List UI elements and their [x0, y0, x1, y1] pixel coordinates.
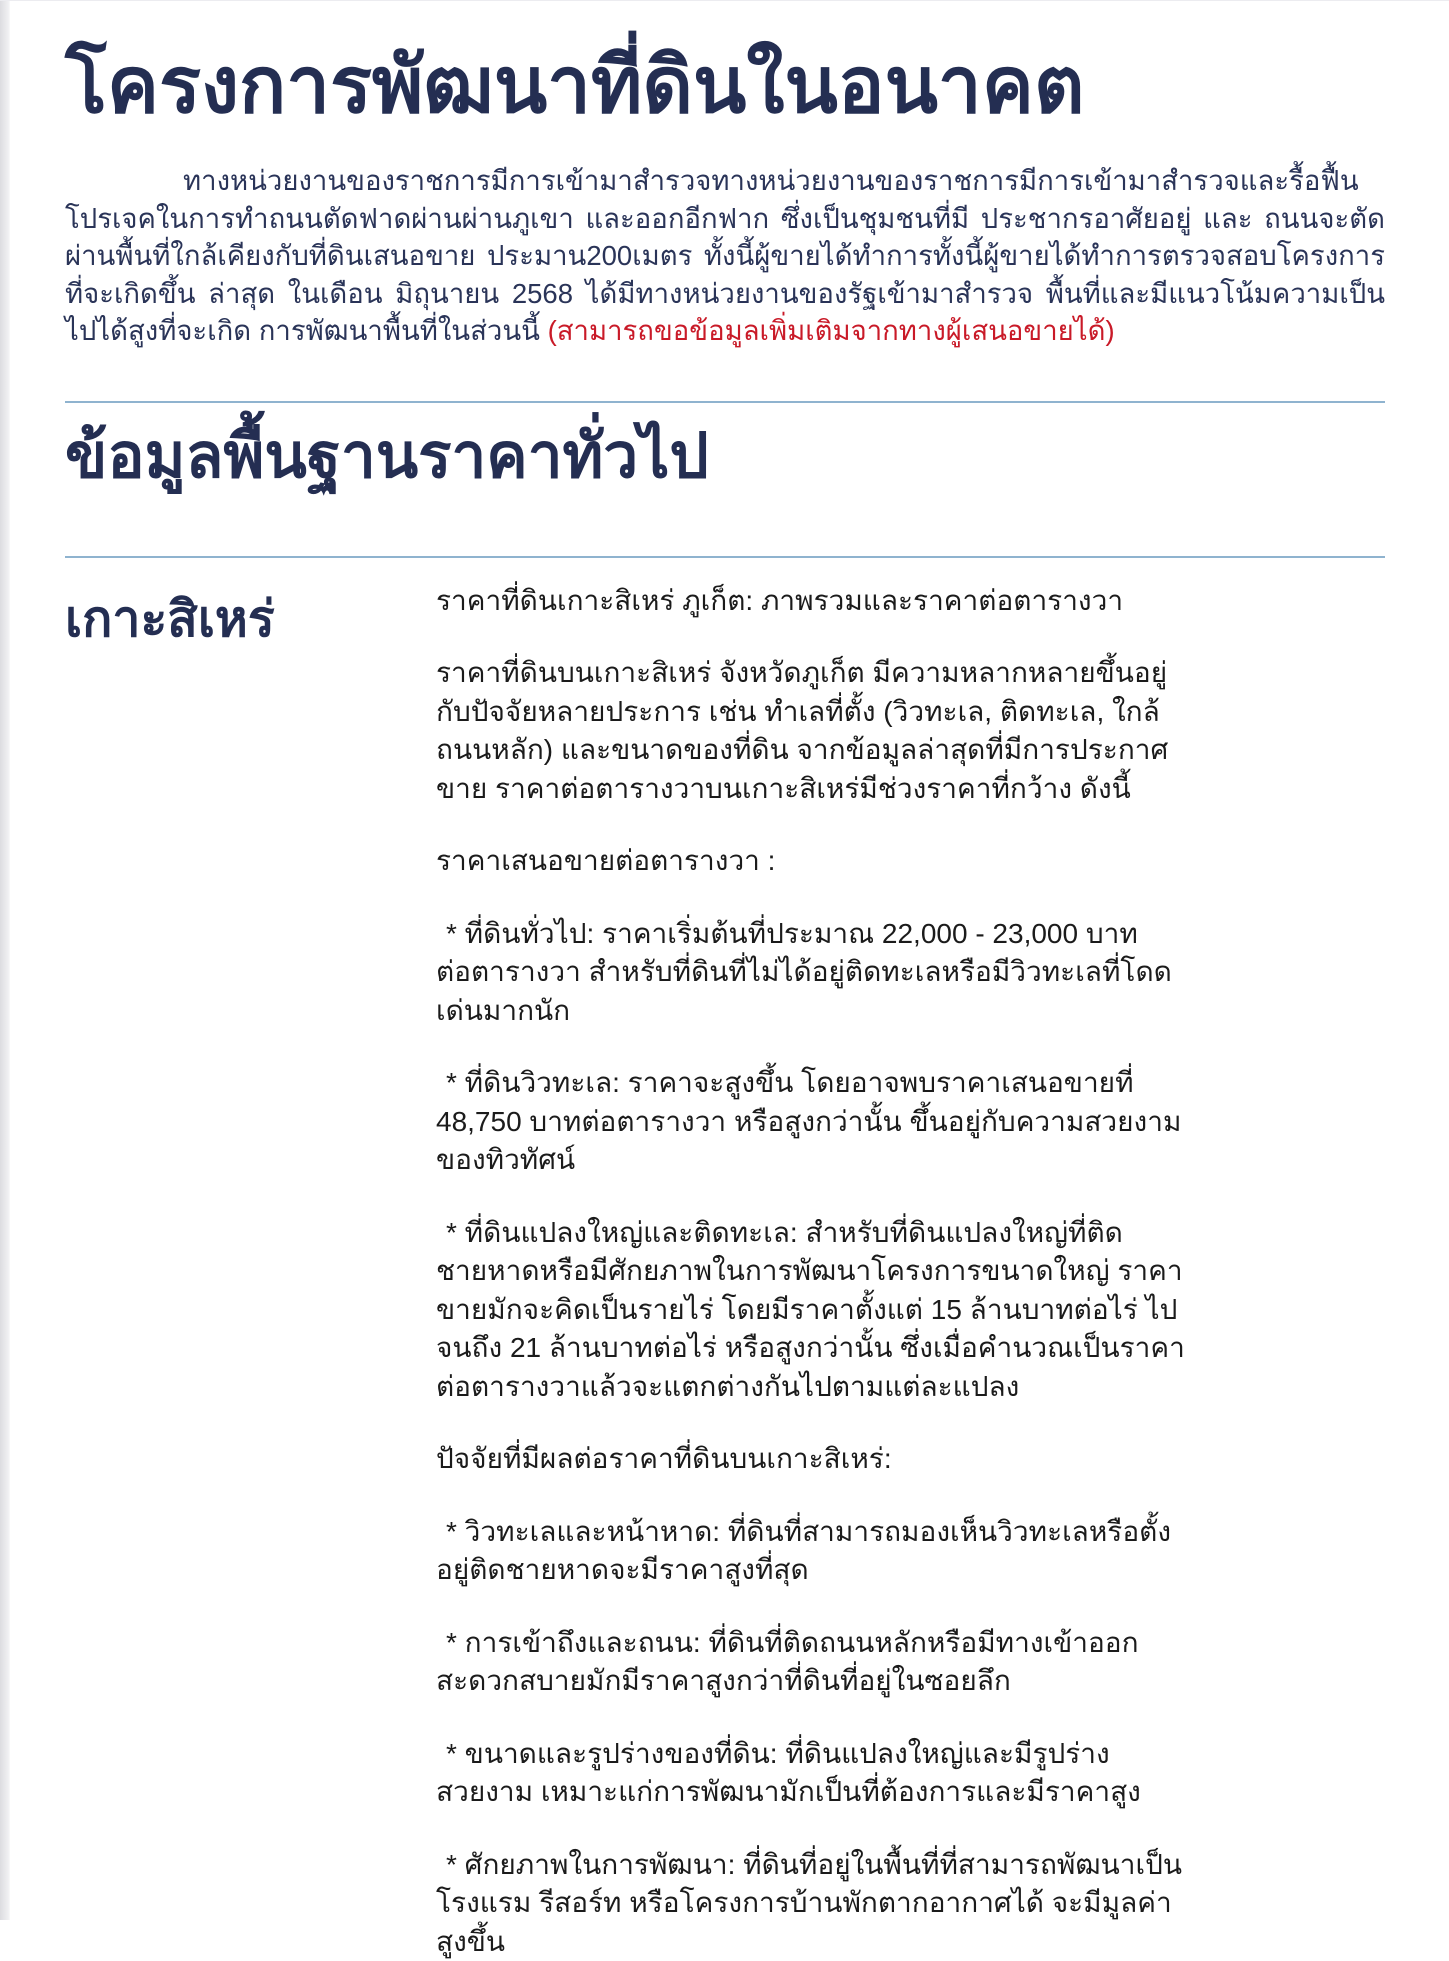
- factor-item-seaview-beachfront: * วิวทะเลและหน้าหาด: ที่ดินที่สามารถมองเห็นวิวทะเลหรือตั้งอยู่ติดชายหาดจะมีราคาสูงที่สุด: [436, 1515, 1172, 1586]
- price-item-large-beachfront: * ที่ดินแปลงใหญ่และติดทะเล: สำหรับที่ดินแปลงใหญ่ที่ติดชายหาดหรือมีศักยภาพในการพัฒนาโครงการขนาดใหญ่ ราคาขายมักจะคิดเป็นรายไร่ โดยมีราคาตั้งแต่ 15 ล้านบาทต่อไร่ ไปจนถึง 21 ล้านบาทต่อไร่ หรือสูงกว่านั้น ซึ่งเมื่อคำนวณเป็นราคาต่อตารางวาแล้วจะแตกต่างกันไปตามแต่ละแปลง: [436, 1216, 1185, 1402]
- price-list-heading: ราคาเสนอขายต่อตารางวา :: [436, 845, 776, 877]
- page-title: โครงการพัฒนาที่ดินในอนาคต: [65, 41, 1085, 129]
- listing-subtitle: ราคาที่ดินเกาะสิเหร่ ภูเก็ต: ภาพรวมและราคาต่อตารางวา: [436, 584, 1124, 616]
- details-column: [436, 582, 1192, 1961]
- factor-item-access-road: * การเข้าถึงและถนน: ที่ดินที่ติดถนนหลักหรือมีทางเข้าออกสะดวกสบายมักมีราคาสูงกว่าที่ดินที่อยู่ในซอยลึก: [436, 1626, 1139, 1697]
- factor-item-size-shape: * ขนาดและรูปร่างของที่ดิน: ที่ดินแปลงใหญ่และมีรูปร่างสวยงาม เหมาะแก่การพัฒนามักเป็นที่ต้องการและมีราคาสูง: [436, 1737, 1141, 1808]
- listing-overview: ราคาที่ดินบนเกาะสิเหร่ จังหวัดภูเก็ต มีความหลากหลายขึ้นอยู่กับปัจจัยหลายประการ เช่น ทำเลที่ตั้ง (วิวทะเล, ติดทะเล, ใกล้ถนนหลัก) และขนาดของที่ดิน จากข้อมูลล่าสุดที่มีการประกาศขาย ราคาต่อตารางวาบนเกาะสิเหร่มีช่วงราคาที่กว้าง ดังนี้: [436, 657, 1169, 804]
- intro-note-red-text: (สามารถขอข้อมูลเพิ่มเติมจากทางผู้เสนอขายได้): [547, 314, 1115, 346]
- location-heading: เกาะสิเหร่: [65, 590, 275, 647]
- factor-item-development-potential: * ศักยภาพในการพัฒนา: ที่ดินที่อยู่ในพื้นที่ที่สามารถพัฒนาเป็นโรงแรม รีสอร์ท หรือโครงการบ้านพักตากอากาศได้ จะมีมูลค่าสูงขึ้น: [436, 1848, 1183, 1957]
- location-column: [65, 582, 436, 651]
- intro-paragraph: [65, 162, 1385, 349]
- factors-heading: ปัจจัยที่มีผลต่อราคาที่ดินบนเกาะสิเหร่:: [436, 1443, 892, 1475]
- divider-top: [65, 401, 1385, 403]
- divider-bottom: [65, 556, 1385, 558]
- intro-text: ทางหน่วยงานของราชการมีการเข้ามาสำรวจทางหน่วยงานของราชการมีการเข้ามาสำรวจและรื้อฟื้นโปรเจคในการทำถนนตัดฟาดผ่านผ่านภูเขา และออกอีกฟาก ซึ่งเป็นชุมชนที่มี ประชากรอาศัยอยู่ และ ถนนจะตัดผ่านพื้นที่ใกล้เคียงกับที่ดินเสนอขาย ประมาน200เมตร ทั้งนี้ผู้ขายได้ทำการทั้งนี้ผู้ขายได้ทำการตรวจสอบโครงการที่จะเกิดขึ้น ล่าสุด ในเดือน มิถุนายน 2568 ได้มีทางหน่วยงานของรัฐเข้ามาสำรวจ พื้นที่และมีแนวโน้มความเป็นไปได้สูงที่จะเกิด การพัฒนาพื้นที่ในส่วนนี้: [65, 165, 1385, 346]
- document-content: [0, 1, 1449, 1961]
- listing-section: [65, 582, 1385, 1961]
- price-item-general: * ที่ดินทั่วไป: ราคาเริ่มต้นที่ประมาณ 22,000 - 23,000 บาทต่อตารางวา สำหรับที่ดินที่ไม่ได้อยู่ติดทะเลหรือมีวิวทะเลที่โดดเด่นมากนัก: [436, 917, 1172, 1026]
- price-item-seaview: * ที่ดินวิวทะเล: ราคาจะสูงขึ้น โดยอาจพบราคาเสนอขายที่ 48,750 บาทต่อตารางวา หรือสูงกว่านั้น ขึ้นอยู่กับความสวยงามของทิวทัศน์: [436, 1067, 1182, 1176]
- section-title: ข้อมูลพื้นฐานราคาทั่วไป: [65, 422, 709, 492]
